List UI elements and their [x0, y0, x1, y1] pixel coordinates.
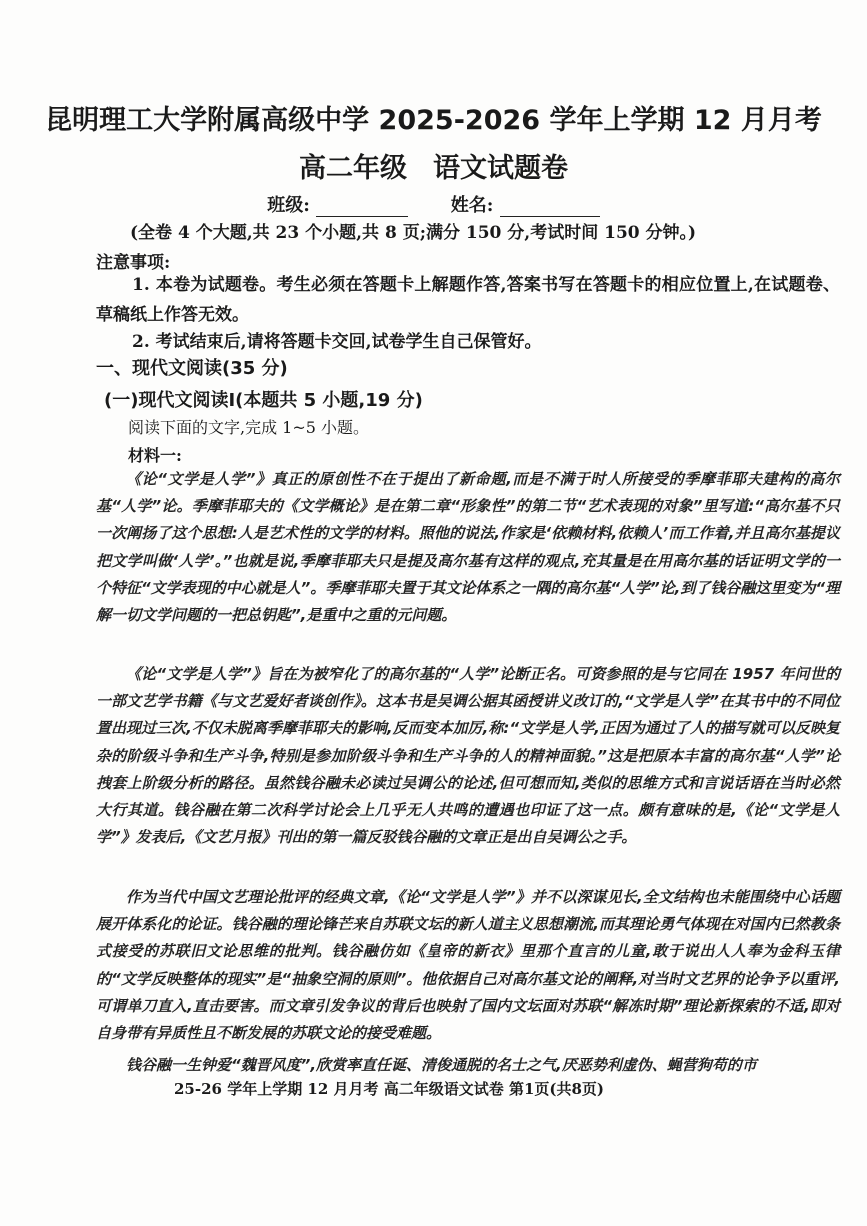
name-field [500, 198, 600, 217]
passage-paragraph: 作为当代中国文艺理论批评的经典文章,《论“文学是人学”》并不以深谋见长,全文结构也未能围绕中心话题展开体系化的论证。钱谷融的理论锋芒来自苏联文坛的新人道主义思想潮流,而其理论勇气体现在对国内已然教条式接受的苏联旧文论思维的批判。钱谷融仿如《皇帝的新衣》里那个直言的儿童,敢于说出人人奉为金科玉律的“文学反映整体的现实”是“抽象空洞的原则”。他依据自己对高尔基文论的阐释,对当时文艺界的论争予以重评,可谓单刀直入,直击要害。而文章引发争议的背后也映射了国内文坛面对苏联“解冻时期”理论新探索的不适,即对自身带有异质性且不断发展的苏联文论的接受难题。 [96, 888, 840, 1043]
grade-label: 高二年级 [299, 153, 407, 184]
passage-paragraph: 《论“文学是人学”》旨在为被窄化了的高尔基的“人学”论断正名。可资参照的是与它同在 1957 年问世的一部文艺学书籍《与文艺爱好者谈创作》。这本书是吴调公据其函授讲义改订的,“文学是人学”在其书中的不同位置出现过三次,不仅未脱离季摩菲耶夫的影响,反而变本加厉,称:“文学是人学,正因为通过了人的描写就可以反映复杂的阶级斗争和生产斗争,特别是参加阶级斗争和生产斗争的人的精神面貌。”这是把原本丰富的高尔基“人学”论拽套上阶级分析的路径。虽然钱谷融未必读过吴调公的论述,但可想而知,类似的思维方式和言说话语在当时必然大行其道。钱谷融在第二次科学讨论会上几乎无人共鸣的遭遇也印证了这一点。颇有意味的是,《论“文学是人学”》发表后,《文艺月报》刊出的第一篇反驳钱谷融的文章正是出自吴调公之手。 [96, 665, 840, 847]
passage-paragraph: 钱谷融一生钟爱“魏晋风度”,欣赏率直任诞、清俊通脱的名士之气,厌恶势利虚伪、蝇营狗苟的市 [126, 1056, 757, 1074]
exam-info: (全卷 4 个大题,共 23 个小题,共 8 页;满分 150 分,考试时间 150 分钟。) [130, 223, 697, 243]
notice-heading: 注意事项: [96, 253, 171, 273]
exam-title: 昆明理工大学附属高级中学 2025-2026 学年上学期 12 月月考 [45, 105, 822, 136]
subject-label: 语文试题卷 [433, 153, 568, 184]
passage-paragraph: 《论“文学是人学”》真正的原创性不在于提出了新命题,而是不满于时人所接受的季摩菲耶夫建构的高尔基“人学”论。季摩菲耶夫的《文学概论》是在第二章“形象性”的第二节“艺术表现的对象”里写道:“高尔基不只一次阐扬了这个思想:人是艺术性的文学的材料。照他的说法,作家是‘依赖材料,依赖人’而工作着,并且高尔基提议把文学叫做‘人学’。”也就是说,季摩菲耶夫只是提及高尔基有这样的观点,充其量是在用高尔基的话证明文学的一个特征“文学表现的中心就是人”。季摩菲耶夫置于其文论体系之一隅的高尔基“人学”论,到了钱谷融这里变为“理解一切文学问题的一把总钥匙”,是重中之重的元问题。 [96, 470, 841, 625]
section-title: 一、现代文阅读(35 分) [96, 358, 288, 379]
page-footer: 25-26 学年上学期 12 月月考 高二年级语文试卷 第1页(共8页) [174, 1080, 605, 1098]
student-info-line [0, 191, 867, 217]
reading-instruction: 阅读下面的文字,完成 1~5 小题。 [128, 418, 370, 437]
name-label: 姓名: [450, 195, 494, 216]
notice-item: 1. 本卷为试题卷。考生必须在答题卡上解题作答,答案书写在答题卡的相应位置上,在试题卷、草稿纸上作答无效。 [96, 275, 840, 325]
class-field [316, 198, 408, 217]
exam-subtitle [0, 146, 867, 185]
material-label: 材料一: [128, 446, 182, 465]
notice-item: 2. 考试结束后,请将答题卡交回,试卷学生自己保管好。 [132, 332, 542, 352]
subsection-title: (一)现代文阅读Ⅰ(本题共 5 小题,19 分) [104, 390, 423, 411]
class-label: 班级: [267, 195, 310, 216]
